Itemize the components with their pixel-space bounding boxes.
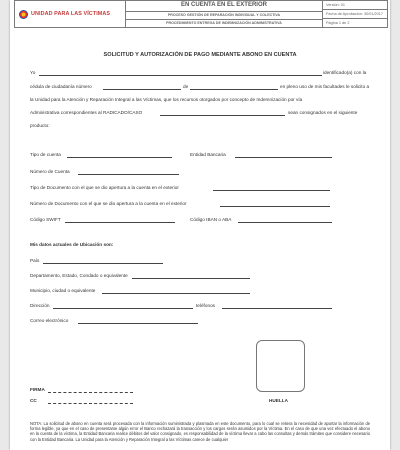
intro-administrativa: Administrativa correspondientes al RADICADO/CASO — [30, 110, 143, 115]
intro-de: de — [183, 84, 189, 89]
numero-documento-label: Número de Documento con el que se dio apertura a la cuenta en el exterior — [30, 201, 187, 206]
correo-field[interactable] — [78, 323, 198, 324]
radicado-field[interactable] — [160, 115, 285, 116]
departamento-label: Departamento, Estado, Condado o equivalente — [30, 273, 128, 278]
page-number-label: Página 1 de 2 — [326, 21, 350, 25]
legal-note: NOTA: La solicitud de abono en cuenta será procesada con la información suministrada y plasmada en este documento, para lo cual se reitera la necesidad de aportar la información de forma legible, ya que en el caso de presentarse algún error el Banco rechazará la transacción y los cargos serán asumidos por la Víctima. En el caso de que una vez efectuado el abono en la cuenta de la víctima, la Entidad Bancaria realice débitos del valor consignado, es responsabilidad de la víctima llevar a cabo las consultas y demás trámites que considere necesario con la Entidad Bancaria. La Unidad para la Atención y Reparación Integral a las Víctimas carece de cualquier — [30, 421, 370, 442]
document-title: SOLICITUD Y AUTORIZACIÓN DE PAGO MEDIANTE ABONO EN CUENTA — [103, 52, 297, 58]
intro-unidad: la Unidad para la Atención y Reparación Integral a las Víctimas, que los recursos otorgados por concepto de Indemnización por vía — [30, 97, 303, 102]
codigo-swift-field[interactable] — [65, 222, 175, 223]
version-label: Versión: 01 — [323, 1, 387, 10]
firma-label: FIRMA — [30, 387, 45, 392]
logo — [15, 1, 126, 27]
entidad-bancaria-label: Entidad Bancaria — [190, 152, 226, 157]
intro-identificado: identificado(a) con la — [323, 70, 367, 75]
numero-cuenta-label: Número de Cuenta — [30, 169, 70, 174]
codigo-iban-field[interactable] — [238, 222, 332, 223]
entidad-bancaria-field[interactable] — [235, 157, 332, 158]
codigo-swift-label: Código SWIFT — [30, 217, 61, 222]
huella-label: HUELLA — [269, 398, 289, 403]
municipio-label: Municipio, ciudad o equivalente — [30, 288, 96, 293]
header-meta — [323, 1, 387, 27]
telefonos-label: teléfonos — [196, 303, 216, 308]
header-center — [126, 1, 323, 27]
tipo-cuenta-field[interactable] — [67, 157, 172, 158]
firma-field[interactable] — [48, 392, 133, 393]
approval-date-label: Fecha de Aprobación: 30/01/2017 — [323, 10, 387, 19]
direccion-label: Dirección — [30, 303, 50, 308]
intro-consignados: sean consignados en el siguiente — [288, 110, 358, 115]
numero-cuenta-field[interactable] — [78, 174, 179, 175]
id-number-field[interactable] — [103, 89, 181, 90]
pais-label: País — [30, 258, 40, 263]
fingerprint-box[interactable] — [256, 340, 305, 392]
correo-label: Correo electrónico — [30, 318, 69, 323]
header-title: EN CUENTA EN EL EXTERIOR — [126, 1, 322, 12]
tipo-documento-field[interactable] — [213, 190, 330, 191]
intro-cedula: cédula de ciudadanía número — [30, 84, 92, 89]
numero-documento-field[interactable] — [220, 206, 330, 207]
municipio-field[interactable] — [102, 293, 250, 294]
name-field[interactable] — [39, 75, 322, 76]
logo-emblem-icon — [19, 10, 28, 19]
logo-text: UNIDAD PARA LAS VÍCTIMAS — [31, 11, 111, 17]
ubicacion-heading: Mis datos actuales de Ubicación son: — [30, 242, 114, 247]
intro-pleno-uso: en pleno uso de mis facultades le solicito a — [280, 84, 370, 89]
cc-label: CC — [30, 398, 37, 403]
document-header — [14, 0, 388, 28]
departamento-field[interactable] — [132, 278, 250, 279]
direccion-field[interactable] — [53, 308, 193, 309]
header-process: PROCESO GESTIÓN DE REPARACIÓN INDIVIDUAL Y COLECTIVA — [126, 12, 322, 20]
id-issue-place-field[interactable] — [190, 89, 278, 90]
telefonos-field[interactable] — [222, 308, 332, 309]
tipo-cuenta-label: Tipo de cuenta — [30, 152, 61, 157]
codigo-iban-label: Código IBAN o ABA — [190, 217, 232, 222]
document-page — [10, 0, 390, 450]
intro-producto: producto: — [30, 123, 50, 128]
header-procedure: PROCEDIMIENTO ENTREGA DE INDEMNIZACIÓN ADMINISTRATIVA — [166, 21, 282, 25]
pais-field[interactable] — [43, 263, 163, 264]
tipo-documento-label: Tipo de Documento con el que se dio apertura a la cuenta en el exterior — [30, 185, 179, 190]
cc-field[interactable] — [48, 403, 133, 404]
intro-yo: Yo — [30, 70, 36, 75]
